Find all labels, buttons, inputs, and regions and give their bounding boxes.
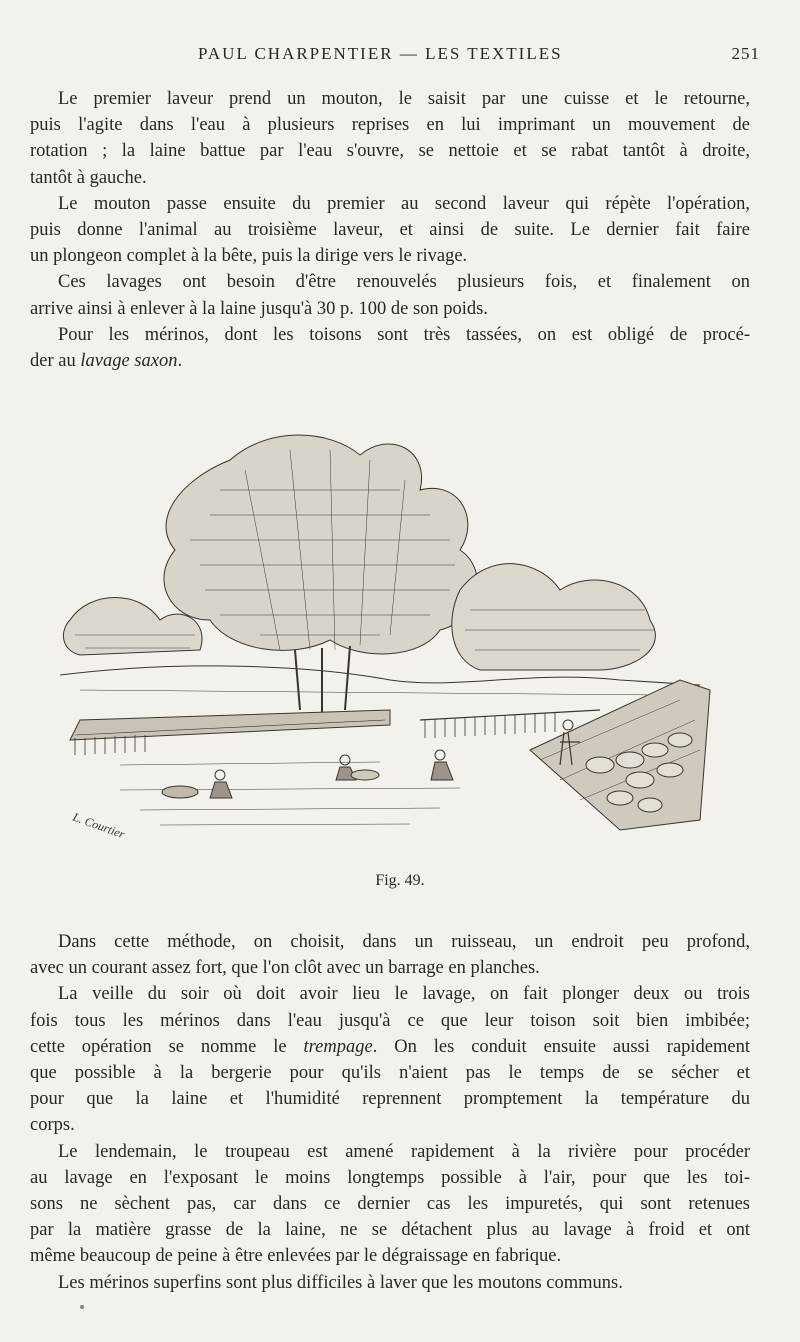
text-line: même beaucoup de peine à être enlevées par le dégraissage en fabrique. [30, 1246, 562, 1267]
text-line: puis l'agite dans l'eau à plusieurs reprises en lui imprimant un mouvement de [30, 115, 750, 136]
text-line: La veille du soir où doit avoir lieu le lavage, on fait plonger deux ou trois [58, 984, 750, 1005]
engraving-illustration [60, 420, 730, 850]
text-line [30, 1034, 750, 1060]
text-line: Pour les mérinos, dont les toisons sont très tassées, on est obligé de procé- [58, 324, 750, 345]
page-speck [80, 1305, 84, 1309]
text-line: arrive ainsi à enlever à la laine jusqu'à 30 p. 100 de son poids. [30, 298, 488, 319]
text-span: . [177, 351, 183, 372]
text-line: Le premier laveur prend un mouton, le saisit par une cuisse et le retourne, [58, 89, 750, 109]
running-title: PAUL CHARPENTIER — LES TEXTILES [198, 44, 563, 63]
text-line: Les mérinos superfins sont plus difficiles à laver que les moutons communs. [58, 1272, 623, 1293]
text-span: . On les conduit ensuite aussi rapidement [372, 1036, 750, 1057]
paragraph [30, 322, 750, 374]
text-span: der au [30, 351, 81, 372]
page-number: 251 [731, 44, 760, 63]
paragraph [30, 1139, 750, 1270]
italic-term: lavage saxon [80, 351, 178, 372]
text-line: par la matière grasse de la laine, ne se détachent plus au lavage à froid et ont [30, 1220, 750, 1241]
text-line: sons ne sèchent pas, car dans ce dernier cas les impuretés, qui sont retenues [30, 1194, 750, 1215]
text-line: que possible à la bergerie pour qu'ils n'aient pas le temps de se sécher et [30, 1063, 750, 1084]
text-span: cette opération se nomme le [30, 1036, 304, 1057]
paragraph [30, 981, 750, 1138]
paragraph [30, 929, 750, 981]
text-line: pour que la laine et l'humidité reprennent promptement la température du [30, 1089, 750, 1110]
text-line: avec un courant assez fort, que l'on clôt avec un barrage en planches. [30, 958, 540, 979]
text-line: au lavage en l'exposant le moins longtemps possible à l'air, pour que les toi- [30, 1167, 750, 1188]
text-line: Ces lavages ont besoin d'être renouvelés plusieurs fois, et finalement on [58, 272, 750, 293]
page-header [30, 44, 760, 68]
text-line: fois tous les mérinos dans l'eau jusqu'à ce que leur toison soit bien imbibée; [30, 1010, 750, 1031]
text-block-bottom [30, 929, 750, 1296]
engraver-signature: L. Courtier [70, 809, 127, 842]
text-line: Le lendemain, le troupeau est amené rapidement à la rivière pour procéder [58, 1141, 750, 1162]
text-line: Dans cette méthode, on choisit, dans un ruisseau, un endroit peu profond, [58, 932, 750, 952]
text-line: Le mouton passe ensuite du premier au second laveur qui répète l'opération, [58, 193, 750, 214]
text-line: puis donne l'animal au troisième laveur, et ainsi de suite. Le dernier fait faire [30, 220, 750, 241]
engraving-figure [60, 420, 730, 850]
paragraph [30, 191, 750, 270]
figure-caption: Fig. 49. [375, 872, 425, 889]
italic-term: trempage [303, 1036, 373, 1057]
text-line: corps. [30, 1115, 75, 1136]
text-line [30, 348, 750, 374]
text-line: un plongeon complet à la bête, puis la dirige vers le rivage. [30, 246, 468, 267]
text-line: tantôt à gauche. [30, 167, 147, 188]
text-block-top [30, 86, 750, 374]
text-line: rotation ; la laine battue par l'eau s'ouvre, se nettoie et se rabat tantôt à droite, [30, 141, 750, 162]
paragraph [30, 1270, 750, 1296]
paragraph [30, 86, 750, 191]
paragraph [30, 269, 750, 321]
